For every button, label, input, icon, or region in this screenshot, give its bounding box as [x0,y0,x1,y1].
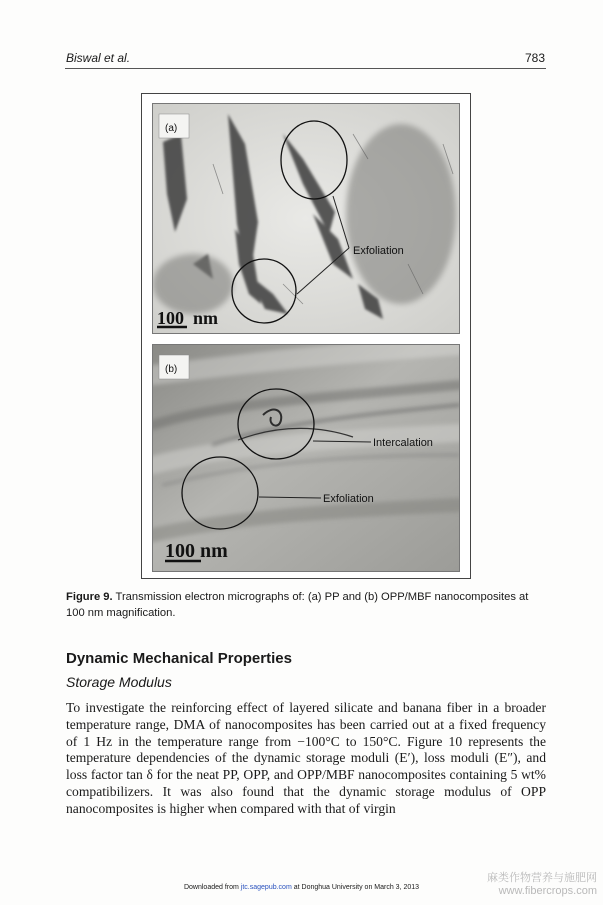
panel-a-scale-bar: 100 nm [157,308,219,328]
running-header-authors: Biswal et al. [66,51,131,65]
footer-suffix: at Donghua University on March 3, 2013 [293,884,420,891]
section-heading: Dynamic Mechanical Properties [66,650,292,667]
figure-9 [141,93,471,579]
panel-a-label: (a) [165,123,178,134]
figure-caption [66,589,546,621]
header-rule [65,68,546,69]
panel-b-annotation-exfoliation: Exfoliation [323,493,374,505]
page-number: 783 [524,51,545,65]
panel-a-annotation: Exfoliation [353,245,404,257]
footer-prefix: Downloaded from [183,884,239,891]
watermark-line-2: www.fibercrops.com [498,885,597,897]
micrograph-panel-a [152,103,460,334]
watermark-line-1: 麻类作物营养与施肥网 [487,872,597,884]
micrograph-panel-b [152,344,460,572]
panel-b-label: (b) [165,364,178,375]
subsection-heading: Storage Modulus [66,674,172,690]
body-paragraph: To investigate the reinforcing effect of layered silicate and banana fiber in a broader temperature range, DMA of nanocomposites has been carried out at a fixed frequency of 1 Hz in the temperature range from −100°C to 150°C. Figure 10 represents the temperature dependencies of the dynamic storage moduli (E′), loss moduli (E″), and loss factor tan δ for the neat PP, OPP, and OPP/MBF nanocomposites containing 5 wt% compatibilizers. It was also found that the dynamic storage modulus of OPP nanocomposites is higher when compared with that of virgin [66,700,546,816]
panel-b-scale-bar: 100 nm [165,540,228,562]
panel-b-annotation-intercalation: Intercalation [373,437,433,449]
figure-caption-label: Figure 9. [66,591,113,603]
figure-caption-text: Transmission electron micrographs of: (a) PP and (b) OPP/MBF nanocomposites at 100 nm magnification. [66,591,529,619]
footer-link[interactable]: jtc.sagepub.com [240,884,292,891]
watermark [487,872,597,898]
